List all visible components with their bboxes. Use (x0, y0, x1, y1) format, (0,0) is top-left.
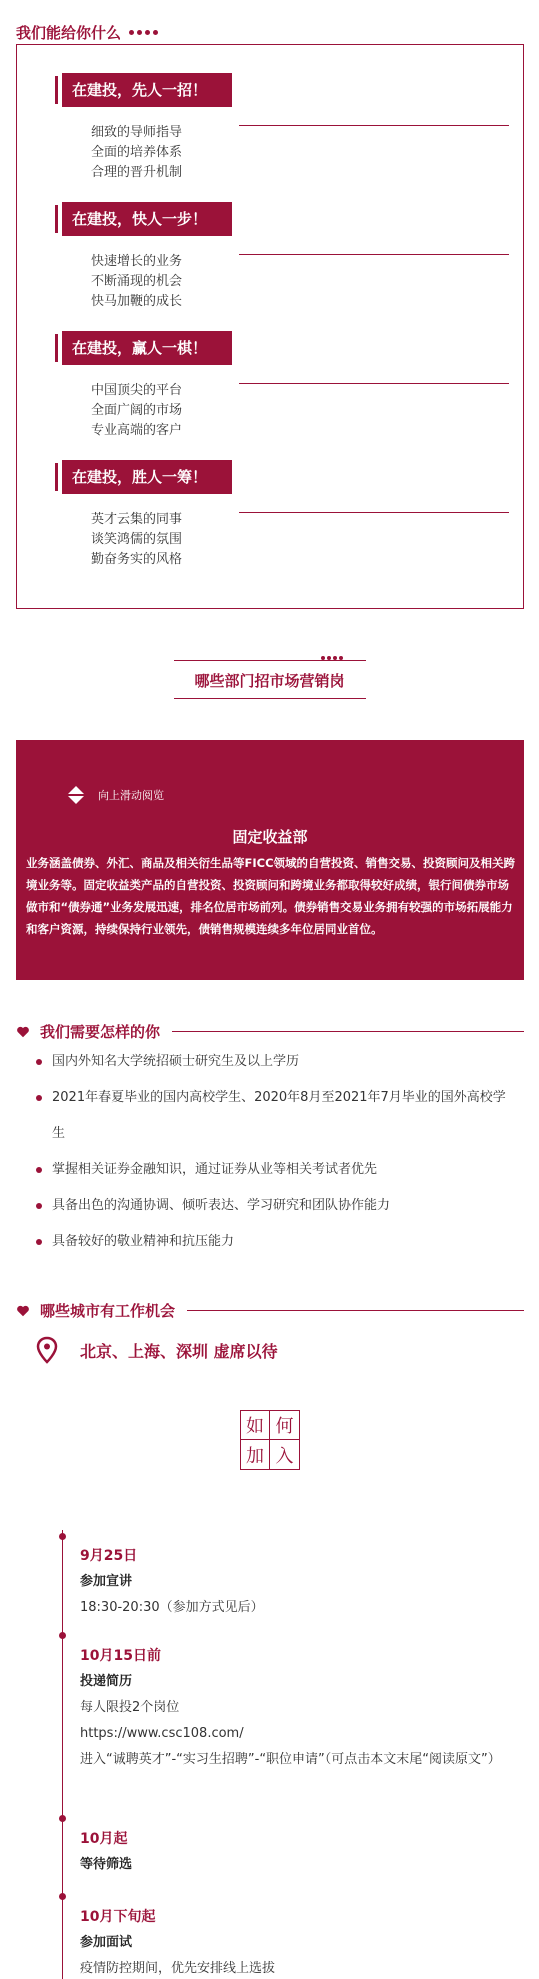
heart-icon (16, 1304, 30, 1318)
heading-line (187, 1310, 524, 1311)
offer-line: 中国顶尖的平台 (91, 383, 183, 398)
timeline-detail: 疫情防控期间，优先安排线上选拔 (80, 1961, 276, 1976)
department-name: 固定收益部 (232, 828, 308, 846)
offer-line: 快速增长的业务 (91, 254, 183, 269)
timeline-date: 9月25日 (80, 1548, 138, 1564)
requirements-list (36, 1044, 516, 1260)
offer-lines-3 (91, 381, 182, 441)
offer-line: 全面的培养体系 (91, 145, 183, 160)
timeline-date: 10月起 (80, 1831, 128, 1847)
timeline-detail: 18:30-20:30（参加方式见后） (80, 1600, 264, 1615)
offer-lines-4 (91, 510, 182, 570)
offer-lines-2 (91, 252, 182, 312)
cities-text: 北京、上海、深圳 虚席以待 (80, 1341, 278, 1361)
timeline-line (62, 1530, 63, 1979)
heading-line (172, 1031, 524, 1032)
heading-top-line (174, 660, 366, 661)
timeline-item-3 (80, 1826, 520, 1878)
offer-line: 不断涌现的机会 (91, 274, 183, 289)
banner-accent-bar (55, 76, 58, 104)
join-char: 何 (270, 1411, 299, 1440)
list-item: 具备出色的沟通协调、倾听表达、学习研究和团队协作能力 (36, 1188, 516, 1224)
requirements-title: 我们需要怎样的你 (40, 1023, 161, 1041)
banner-accent-bar (55, 205, 58, 233)
list-item: 国内外知名大学统招硕士研究生及以上学历 (36, 1044, 516, 1080)
scroll-hint-text: 向上滑动阅览 (98, 789, 164, 802)
how-to-join-badge (240, 1410, 300, 1470)
location-pin-icon (36, 1336, 58, 1364)
join-char: 加 (241, 1440, 270, 1469)
timeline-link[interactable]: https://www.csc108.com/ (80, 1726, 244, 1741)
timeline-date: 10月下旬起 (80, 1909, 156, 1925)
timeline-step: 参加面试 (80, 1935, 133, 1950)
timeline-dot (59, 1632, 66, 1639)
banner-text: 在建投，赢人一棋！ (62, 331, 232, 365)
timeline-step: 等待筛选 (80, 1857, 133, 1872)
timeline-dot (59, 1893, 66, 1900)
offer-line: 全面广阔的市场 (91, 403, 183, 418)
timeline-detail: 每人限投2个岗位 (80, 1700, 180, 1715)
section-what-we-offer-title (16, 22, 158, 43)
banner-accent-bar (55, 463, 58, 491)
list-item: 2021年春夏毕业的国内高校学生、2020年8月至2021年7月毕业的国外高校学生 (36, 1080, 516, 1152)
offer-line: 细致的导师指导 (91, 125, 183, 140)
banner-text: 在建投，先人一招！ (62, 73, 232, 107)
offer-banner-3 (55, 331, 232, 365)
offer-banner-4 (55, 460, 232, 494)
timeline-item-2 (80, 1643, 520, 1773)
timeline-item-4 (80, 1904, 520, 1979)
divider-line (239, 383, 509, 384)
divider-line (239, 512, 509, 513)
offer-banner-1 (55, 73, 232, 107)
divider-line (239, 254, 509, 255)
department-scroll-panel[interactable] (16, 740, 524, 980)
banner-text: 在建投，快人一步！ (62, 202, 232, 236)
scroll-hint (68, 786, 164, 804)
list-item: 具备较好的敬业精神和抗压能力 (36, 1224, 516, 1260)
join-char: 如 (241, 1411, 270, 1440)
offer-line: 勤奋务实的风格 (91, 552, 183, 567)
offer-line: 快马加鞭的成长 (91, 294, 183, 309)
offer-box (16, 44, 524, 609)
timeline-step: 投递简历 (80, 1674, 133, 1689)
timeline-item-1 (80, 1543, 520, 1621)
timeline-date: 10月15日前 (80, 1648, 161, 1664)
divider-line (239, 125, 509, 126)
offer-line: 谈笑鸿儒的氛围 (91, 532, 183, 547)
timeline-dot (59, 1533, 66, 1540)
timeline-detail: 进入“诚聘英才”-“实习生招聘”-“职位申请”（可点击本文末尾“阅读原文”） (80, 1752, 501, 1767)
offer-line: 英才云集的同事 (91, 512, 183, 527)
departments-heading (0, 652, 539, 712)
cities-title: 哪些城市有工作机会 (40, 1302, 176, 1320)
banner-accent-bar (55, 334, 58, 362)
up-down-arrow-icon (68, 786, 84, 804)
list-item: 掌握相关证券金融知识，通过证券从业等相关考试者优先 (36, 1152, 516, 1188)
join-char: 入 (275, 1445, 294, 1467)
cities-heading (16, 1300, 524, 1321)
timeline-dot (59, 1815, 66, 1822)
cities-row (36, 1336, 278, 1364)
timeline-step: 参加宣讲 (80, 1574, 133, 1589)
offer-line: 专业高端的客户 (91, 423, 183, 438)
departments-title: 哪些部门招市场营销岗 (194, 672, 345, 690)
offer-lines-1 (91, 123, 182, 183)
offer-banner-2 (55, 202, 232, 236)
heart-icon (16, 1025, 30, 1039)
heading-bottom-line (174, 698, 366, 699)
requirements-heading (16, 1021, 524, 1042)
heading-dots-decoration (318, 656, 346, 660)
banner-text: 在建投，胜人一筹！ (62, 460, 232, 494)
title-dots-decoration (129, 30, 158, 35)
offer-line: 合理的晋升机制 (91, 165, 183, 180)
section-title-text: 我们能给你什么 (16, 24, 122, 42)
department-description: 业务涵盖债券、外汇、商品及相关衍生品等FICC领域的自营投资、销售交易、投资顾问及相关跨境业务等。固定收益类产品的自营投资、投资顾问和跨境业务都取得较好成绩，银行间债券市场做市和“债券通”业务发展迅速，排名位居市场前列。债券销售交易业务拥有较强的市场拓展能力和客户资源，持续保持行业领先，债销售规模连续多年位居同业首位。 (26, 856, 516, 936)
